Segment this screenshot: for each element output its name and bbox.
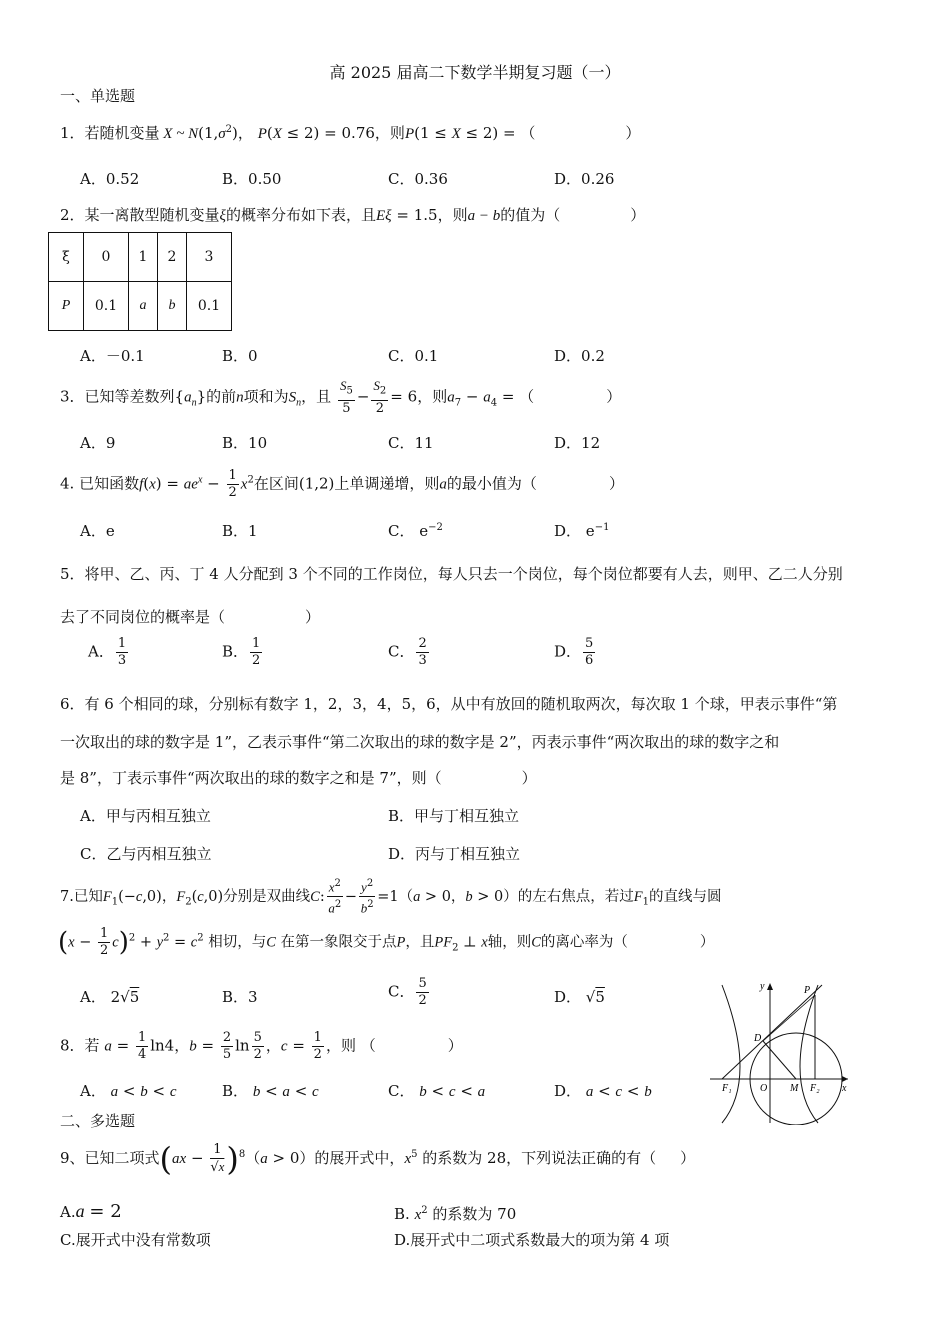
q3-stem-c: 项和为 (243, 387, 289, 406)
q5-option-c: C． $\frac{2}{3}$ (388, 636, 427, 668)
q7-stem-g: 的直线与圆 (649, 888, 722, 905)
q5-option-a: A． $\frac{1}{3}$ (88, 636, 127, 668)
table-row (49, 282, 232, 331)
question-6-line-3 (60, 767, 537, 788)
q9-stem-b: 的展开式中， (314, 1149, 405, 1167)
q5-option-a-label: A． (88, 642, 114, 661)
q5-option-b: B． $\frac{1}{2}$ (222, 636, 261, 668)
q9-option-a-label: A. (60, 1203, 76, 1221)
q7-line-2-c: ，且 (405, 934, 435, 951)
q4-option-d: D． $e^{-1}$ (554, 522, 610, 540)
q8-option-d: D． a < c < b (554, 1082, 652, 1100)
question-2: 2．某一离散型随机变量ξ的概率分布如下表，且Eξ = 1.5，则a − b的值为（ ） (60, 206, 646, 224)
question-4: 4. 已知函数$f(x) = ae^x$ − $\frac{1}{2}$ $x^2$在区间(1,2)上单调递增，则a的最小值为（ ） (60, 468, 624, 500)
q9-option-b: B. $x^2$ 的系数为 70 (394, 1205, 517, 1223)
q5-option-b-label: B． (222, 642, 249, 661)
q7-stem-c: 分别是双曲线 (223, 888, 311, 905)
question-8: 8．若 a = $\frac{1}{4}$ ln4，b = $\frac{2}{5}$ ln $\frac{5}{2}$ ，c = $\frac{1}{2}$ ，则 （ ） (60, 1030, 463, 1062)
q8-close: ） (447, 1036, 463, 1055)
label-x: x (842, 1083, 847, 1094)
q6-option-b: B．甲与丁相互独立 (388, 807, 520, 825)
section-multiple-choice: 二、多选题 (60, 1112, 136, 1130)
q4-option-a: A．e (80, 522, 115, 540)
table-cell: 0.1 (187, 282, 232, 331)
q3-stem-b: 的前 (206, 387, 237, 406)
q9-stem-a: 9、已知二项式 (60, 1149, 160, 1167)
y-axis-arrow-icon (767, 983, 773, 990)
q2-stem-a: 2．某一离散型随机变量 (60, 206, 220, 224)
q2-option-d: D．0.2 (554, 347, 605, 365)
q7-option-d: D． √5 (554, 988, 605, 1006)
q6-line-3-text: 是 8”，丁表示事件“两次取出的球的数字之和是 7”，则（ (60, 769, 442, 787)
q4-option-c: C． $e^{-2}$ (388, 522, 443, 540)
question-5-line-1: 5．将甲、乙、丙、丁 4 人分配到 3 个不同的工作岗位，每人只去一个岗位，每个岗位都要有人去，则甲、乙二人分别 (60, 565, 843, 583)
q2-option-a: A．－0.1 (80, 347, 145, 365)
q5-option-c-label: C． (388, 642, 415, 661)
q8-option-b: B． b < a < c (222, 1082, 319, 1100)
q7-option-a-label: A． (80, 988, 106, 1006)
hyperbola-figure (700, 975, 860, 1125)
table-cell: 1 (129, 233, 158, 282)
q5-option-d-label: D． (554, 642, 582, 661)
q4-stem-c: 上单调递增，则 (334, 474, 440, 493)
q1-option-c: C．0.36 (388, 170, 448, 188)
q8-option-c: C． b < c < a (388, 1082, 486, 1100)
label-o: O (760, 1083, 768, 1094)
dm-segment (763, 1041, 796, 1079)
q5-close: ） (305, 608, 321, 626)
q4-option-c-label: C． (388, 522, 415, 540)
section-single-choice: 一、单选题 (60, 87, 136, 105)
q3-stem-e: ，则 (417, 387, 448, 406)
q2-stem-b: 的概率分布如下表，且 (225, 206, 376, 224)
table-cell: b (158, 282, 187, 331)
q5-line-2-text: 去了不同岗位的概率是（ (60, 608, 226, 626)
q8-stem-a: 8．若 (60, 1036, 100, 1055)
q4-stem-a: 4. 已知函数 (60, 474, 140, 493)
q3-option-d: D．12 (554, 434, 601, 452)
question-3: 3．已知等差数列$\{a_n\}$的前n项和为$S_n$，且 $\frac{S_5}{5}$ − $\frac{S_2}{2}$ = 6，则$a_7 - a_4$ = （ ） (60, 378, 622, 416)
q7-line-2-b: 在第一象限交于点 (280, 934, 397, 951)
q7-option-a: A． 2√5 (80, 988, 140, 1006)
q3-stem-d: ，且 (301, 387, 332, 406)
q7-stem-e: ， (450, 888, 466, 905)
table-cell: ξ (49, 233, 84, 282)
q8-option-c-label: C． (388, 1082, 415, 1100)
q1-stem-c: ，则 (374, 124, 405, 142)
label-f2: F₂ (810, 1083, 820, 1094)
q3-close: ） (606, 387, 622, 406)
q7-option-c: C． $\frac{5}{2}$ (388, 976, 427, 1008)
page-title: 高 2025 届高二下数学半期复习题（一） (329, 63, 621, 82)
q4-option-d-label: D． (554, 522, 582, 540)
q2-close: ） (630, 206, 646, 224)
q3-option-c: C．11 (388, 434, 434, 452)
q5-option-d: D． $\frac{5}{6}$ (554, 636, 594, 668)
label-y: y (760, 981, 765, 992)
q8-stem-b: ，则 (325, 1036, 356, 1055)
q1-option-a: A．0.52 (80, 170, 140, 188)
question-6-line-2: 一次取出的球的数字是 1”，乙表示事件“第二次取出的球的数字是 2”，丙表示事件“两次取出的球的数字之和 (60, 733, 780, 751)
question-6-line-1: 6．有 6 个相同的球，分别标有数字 1，2，3，4，5，6，从中有放回的随机取两次，每次取 1 个球，甲表示事件“第 (60, 695, 838, 713)
q7-close: ） (699, 934, 715, 951)
q7-line-2-e: 的离心率为（ (540, 934, 628, 951)
q7-stem-a: 7.已知 (60, 888, 103, 905)
q2-option-b: B．0 (222, 347, 258, 365)
q7-stem-d: （ (398, 888, 414, 905)
table-cell: a (129, 282, 158, 331)
question-7-line-1: 7.已知$F_1(-c,0)$，$F_2(c,0)$分别是双曲线C: $\frac{x^2}{a^2}$ − $\frac{y^2}{b^2}$ =1（a > 0，b > 0）的左右焦点，若过$F_1$的直线与圆 (60, 878, 722, 916)
q4-close: ） (608, 474, 624, 493)
tangent-line (722, 985, 822, 1079)
q4-stem-b: 在区间 (253, 474, 299, 493)
q7-option-c-label: C． (388, 982, 415, 1001)
q9-stem-c: 的系数为 28，下列说法正确的有（ (422, 1149, 657, 1167)
q7-line-2-a: 相切，与 (208, 934, 267, 951)
q4-stem-d: 的最小值为（ (446, 474, 537, 493)
hyperbola-left-branch (722, 985, 740, 1123)
q7-line-2-d: 轴，则 (487, 934, 532, 951)
q7-stem-f: ）的左右焦点，若过 (503, 888, 634, 905)
q2-stem-d: 的值为（ (500, 206, 561, 224)
q3-stem-f: （ (519, 387, 535, 406)
q8-option-d-label: D． (554, 1082, 582, 1100)
q6-option-a: A．甲与丙相互独立 (80, 807, 211, 825)
question-5-line-2 (60, 606, 320, 627)
q8-option-b-label: B． (222, 1082, 249, 1100)
table-cell: 0 (84, 233, 129, 282)
q6-option-d: D．丙与丁相互独立 (388, 845, 521, 863)
q2-option-c: C．0.1 (388, 347, 439, 365)
distribution-table (48, 232, 232, 331)
q1-stem-b: ， (237, 124, 253, 142)
table-cell: P (49, 282, 84, 331)
q8-open: （ (360, 1036, 376, 1055)
q9-option-c: C.展开式中没有常数项 (60, 1231, 211, 1249)
q9-option-a: A.a = 2 (60, 1201, 122, 1222)
q1-option-b: B．0.50 (222, 170, 282, 188)
q3-option-a: A．9 (80, 434, 116, 452)
question-9: 9、已知二项式(ax − $\frac{1}{√x}$ )$^8$（a > 0）的展开式中，$x^5$ 的系数为 28，下列说法正确的有（ ） (60, 1140, 696, 1178)
label-f1: F₁ (722, 1083, 732, 1094)
q1-close: ） (625, 124, 641, 142)
label-p: P (804, 985, 811, 996)
q2-stem-c: ，则 (437, 206, 468, 224)
question-7-line-2: (x − $\frac{1}{2}$ $c)^2 + y^2 = c^2$ 相切，与C 在第一象限交于点P，且$PF_2$ ⊥ x轴，则C的离心率为（ ） (58, 926, 715, 958)
q9-option-b-text: 的系数为 70 (432, 1205, 517, 1223)
q6-option-c: C．乙与丙相互独立 (80, 845, 212, 863)
q3-option-b: B．10 (222, 434, 268, 452)
q4-option-b: B．1 (222, 522, 258, 540)
table-cell: 2 (158, 233, 187, 282)
q1-stem-d: （ (520, 124, 536, 142)
q1-stem-a: 1．若随机变量 (60, 124, 160, 142)
q8-option-a: A． a < b < c (80, 1082, 177, 1100)
label-d: D (754, 1033, 762, 1044)
q1-option-d: D．0.26 (554, 170, 615, 188)
q7-option-d-label: D． (554, 988, 582, 1006)
q9-option-d: D.展开式中二项式系数最大的项为第 4 项 (394, 1231, 670, 1249)
q9-option-b-label: B. (394, 1205, 410, 1223)
q9-close: ） (680, 1149, 696, 1167)
q6-close: ） (521, 769, 537, 787)
q8-option-a-label: A． (80, 1082, 106, 1100)
x-axis-arrow-icon (842, 1076, 848, 1082)
q3-stem-a: 3．已知等差数列 (60, 387, 175, 406)
label-m: M (790, 1083, 799, 1094)
table-cell: 0.1 (84, 282, 129, 331)
table-row (49, 233, 232, 282)
q7-option-b: B．3 (222, 988, 258, 1006)
table-cell: 3 (187, 233, 232, 282)
question-1: 1．若随机变量 X ~ $N(1,\sigma^2)$， P(X ≤ 2) = 0.76，则P(1 ≤ X ≤ 2) = （ ） (60, 124, 641, 142)
q7-stem-b: ， (161, 888, 177, 905)
